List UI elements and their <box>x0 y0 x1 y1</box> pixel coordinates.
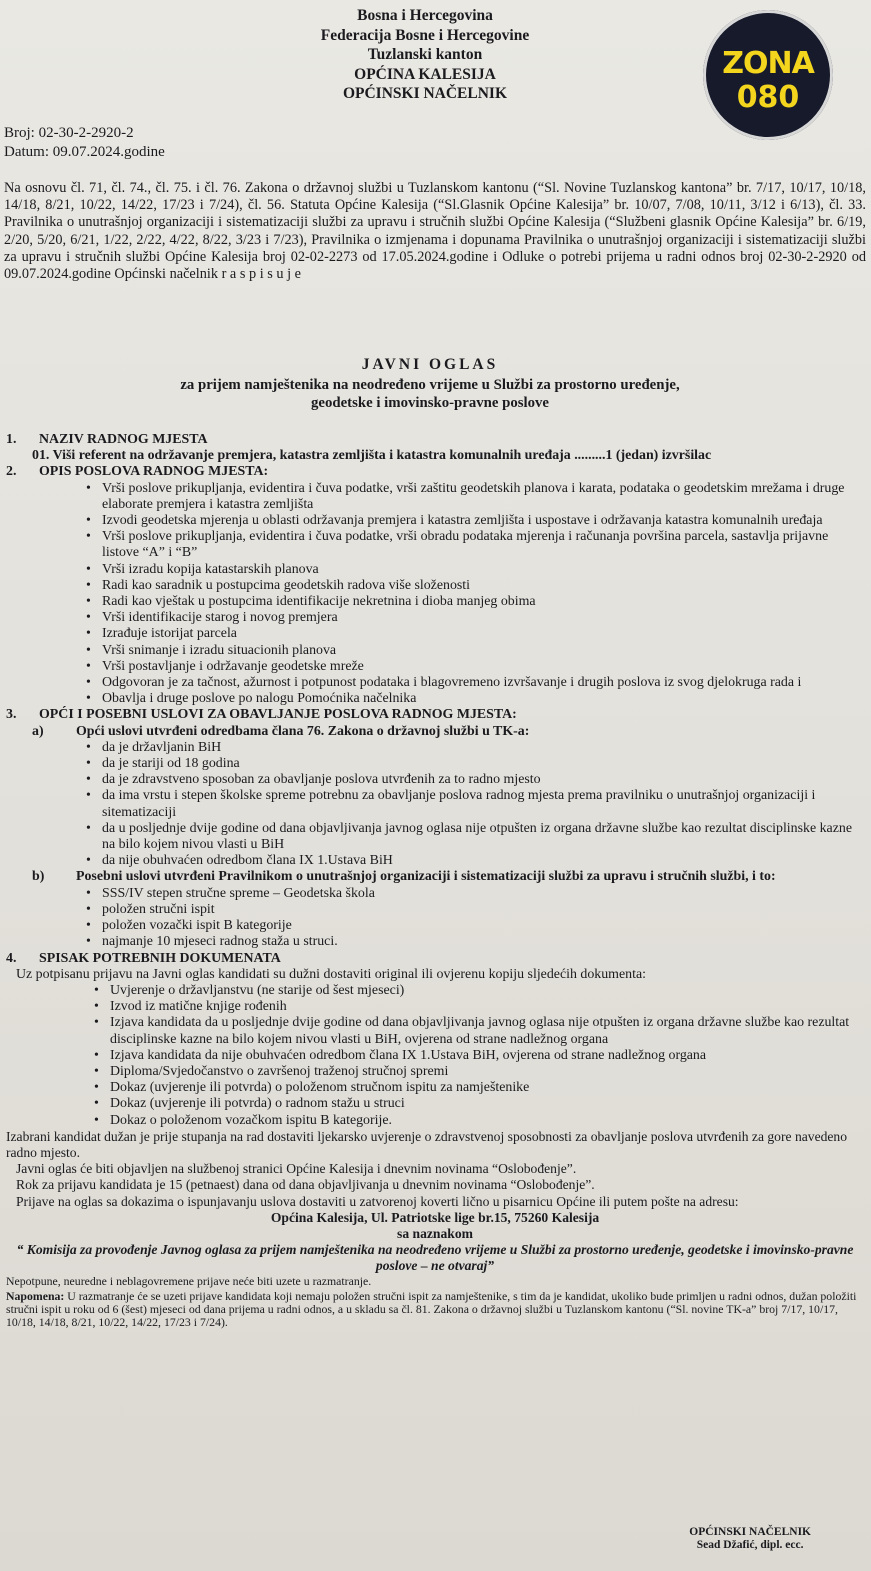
list-item: • Izvodi geodetska mjerenja u oblasti održavanja premjera i katastra zemljišta i uspostave i održavanja katastra komunalnih uređaja <box>102 513 864 529</box>
list-item: • Diploma/Svjedočanstvo o završenoj traženoj stručnoj spremi <box>110 1064 864 1080</box>
list-item: • Vrši identifikacije starog i novog premjera <box>102 610 864 626</box>
header-canton: Tuzlanski kanton <box>367 46 483 63</box>
section-number: 2. <box>6 464 17 480</box>
list-item: • Izvod iz matične knjige rođenih <box>110 999 864 1015</box>
section-number: 4. <box>6 950 17 966</box>
header-federation: Federacija Bosne i Hercegovine <box>320 26 530 44</box>
closing-medical: Izabrani kandidat dužan je prije stupanja na rad dostaviti ljekarsko uvjerenje o zdravstvenoj sposobnosti za obavljanje poslova utvrđenih za gore navedeno radno mjesto. <box>6 1128 848 1160</box>
list-item: • da u posljednje dvije godine od dana objavljivanja javnog oglasa nije otpušten iz organa državne službe kao rezultat disciplinske kazne na bilo kojem nivou vlasti u BiH <box>102 821 864 853</box>
list-item: • Obavlja i druge poslove po nalogu Pomoćnika načelnika <box>102 691 864 707</box>
list-item: • Uvjerenje o državljanstvu (ne starije od šest mjeseci) <box>110 983 864 999</box>
list-item: • da je stariji od 18 godina <box>102 756 864 772</box>
closing-deadline: Rok za prijavu kandidata je 15 (petnaest) dana od dana objavljivanja u dnevnim novinama “Oslobođenje”. <box>16 1177 595 1193</box>
signature-name: Sead Džafić, dipl. ecc. <box>696 1539 804 1551</box>
document-body <box>6 432 864 1329</box>
reference-block <box>4 124 165 162</box>
list-item: • najmanje 10 mjeseci radnog staža u struci. <box>102 934 864 950</box>
section-title: OPIS POSLOVA RADNOG MJESTA: <box>39 464 269 480</box>
subsection-title: Opći uslovi utvrđeni odredbama člana 76. Zakona o državnoj službi u TK-a: <box>76 723 530 739</box>
list-item: • Izjava kandidata da nije obuhvaćen odredbom člana IX 1.Ustava BiH, ovjerena od strane nadležnog organa <box>110 1048 864 1064</box>
required-documents-list <box>6 983 864 1129</box>
section-3-heading <box>6 707 864 723</box>
napomena-text: U razmatranje će se uzeti prijave kandidata koji nemaju položen stručni ispit za namještenike, s tim da je kandidat, ukoliko bude primljen u radni odnos, dužan položiti stručni ispit u roku od 6 (šest) mjeseci od dana prijema u radni odnos, a u skladu sa čl. 81. Zakona o državnoj službi u Tuzlanskom kantonu (“Sl. novine TK-a” broj 7/17, 10/17, 10/18, 14/18, 8/21, 10/22, 14/22, 17/23 i 7/24). <box>6 1289 857 1330</box>
section-number: 1. <box>6 432 17 447</box>
subsection-b-heading <box>6 869 864 885</box>
logo-line-1: ZONA <box>722 46 814 81</box>
incomplete-notice: Nepotpune, neuredne i neblagovremene prijave neće biti uzete u razmatranje. <box>6 1274 372 1289</box>
section-4-heading <box>6 951 864 967</box>
job-duties-list <box>6 481 864 708</box>
title-sub-2: geodetske i imovinsko-pravne poslove <box>311 395 549 411</box>
list-item: • Dokaz o položenom vozačkom ispitu B kategorije. <box>110 1113 864 1129</box>
list-item: • Dokaz (uvjerenje ili potvrda) o radnom stažu u struci <box>110 1096 864 1112</box>
section-title: SPISAK POTREBNIH DOKUMENATA <box>39 950 281 966</box>
napomena-note <box>6 1290 864 1329</box>
closing-publication: Javni oglas će biti objavljen na službenoj stranici Općine Kalesija i dnevnim novinama “Oslobođenje”. <box>16 1161 577 1177</box>
zona080-logo <box>703 10 833 140</box>
header-country: Bosna i Hercegovina <box>357 7 493 24</box>
list-item: • da je zdravstveno sposoban za obavljanje poslova utvrđenih za to radno mjesto <box>102 772 864 788</box>
subsection-letter: b) <box>32 869 45 885</box>
logo-line-2: 080 <box>736 80 800 115</box>
list-item: • SSS/IV stepen stručne spreme – Geodetska škola <box>102 886 864 902</box>
subsection-letter: a) <box>32 723 44 739</box>
title-sub-1: za prijem namještenika na neodređeno vrijeme u Službi za prostorno uređenje, <box>180 377 680 393</box>
title-main: JAVNI OGLAS <box>361 356 499 373</box>
signature-title: OPĆINSKI NAČELNIK <box>689 1526 811 1538</box>
list-item: • Odgovoran je za tačnost, ažurnost i potpunost podataka i blagovremeno izvršavanje i drugih poslova iz svog djelokruga rada i <box>102 675 864 691</box>
list-item: • Vrši snimanje i izradu situacionih planova <box>102 643 864 659</box>
section-1-heading <box>6 432 864 448</box>
documents-lead: Uz potpisanu prijavu na Javni oglas kandidati su dužni dostaviti original ili ovjerenu kopiju sljedećih dokumenta: <box>16 966 646 982</box>
section-title: OPĆI I POSEBNI USLOVI ZA OBAVLJANJE POSLOVA RADNOG MJESTA: <box>39 707 517 723</box>
list-item: • položen vozački ispit B kategorije <box>102 918 864 934</box>
list-item: • Radi kao saradnik u postupcima geodetskih radova više složenosti <box>102 578 864 594</box>
special-conditions-list <box>6 886 864 951</box>
header-office: OPĆINSKI NAČELNIK <box>342 85 508 102</box>
list-item: • da ima vrstu i stepen školske spreme potrebnu za obavljanje poslova radnog mjesta prema pravilniku o unutrašnjoj organizaciji i sitematizaciji <box>102 788 864 820</box>
header-municipality: OPĆINA KALESIJA <box>354 65 496 83</box>
section-number: 3. <box>6 707 17 723</box>
list-item: • položen stručni ispit <box>102 902 864 918</box>
list-item: • Vrši poslove prikupljanja, evidentira i čuva podatke, vrši obradu podataka mjerenja i računanja površina parcela, sastavlja prijavne listove “A” i “B” <box>102 529 864 561</box>
intro-paragraph: Na osnovu čl. 71, čl. 74., čl. 75. i čl. 76. Zakona o državnoj službi u Tuzlanskom kantonu (“Sl. Novine Tuzlanskog kantona” br. 7/17, 10/17, 10/18, 14/18, 8/21, 10/22, 14/22, 17/23 i 7/24), čl. 56. Statuta Općine Kalesija (“Sl.Glasnik Općine Kalesija” br. 10/07, 7/08, 10/11, 3/12 i 6/13), čl. 33. Pravilnika o unutrašnjoj organizaciji i sistematizaciji službi za upravu i stručnih službi Općine Kalesija (“Službeni glasnik Općine Kalesija” br. 6/19, 2/20, 5/20, 6/21, 1/22, 2/22, 4/22, 8/22, 3/23 i 7/23), Pravilnika o izmjenama i dopunama Pravilnika o unutrašnjoj organizaciji i sistematizaciji službi za upravu i stručnih službi Općine Kalesija broj 02-02-2273 od 17.05.2024.godine i Odluke o potrebi prijema u radni odnos broj 02-30-2-2920 od 09.07.2024.godine Općinski načelnik r a s p i s u j e <box>4 180 866 283</box>
list-item: • Izjava kandidata da u posljednje dvije godine od dana objavljivanja javnog oglasa nije otpušten iz organa državne službe kao rezultat disciplinske kazne na bilo kojem nivou vlasti u BiH, ovjerena od strane nadležnog organa <box>110 1015 864 1047</box>
list-item: • Vrši poslove prikupljanja, evidentira i čuva podatke, vrši zaštitu geodetskih planova i karata, podataka o geodetskim mrežama i druge elaborate premjera i katastra zemljišta <box>102 481 864 513</box>
subsection-a-heading <box>6 724 864 740</box>
reference-date: Datum: 09.07.2024.godine <box>4 144 165 160</box>
signature-block <box>689 1526 811 1552</box>
list-item: • Vrši postavljanje i održavanje geodetske mreže <box>102 659 864 675</box>
list-item: • da nije obuhvaćen odredbom člana IX 1.Ustava BiH <box>102 853 864 869</box>
section-2-heading <box>6 464 864 480</box>
position-line: 01. Viši referent na održavanje premjera, katastra zemljišta i katastra komunalnih uređaja .........1 (jedan) izvršilac <box>32 448 712 464</box>
envelope-label: “ Komisija za provođenje Javnog oglasa za prijem namještenika na neodređeno vrijeme u Službi za prostorno uređenje, geodetske i imovinsko-pravne poslove – ne otvaraj” <box>16 1242 854 1273</box>
list-item: • Radi kao vještak u postupcima identifikacije nekretnina i dioba manjeg obima <box>102 594 864 610</box>
list-item: • Vrši izradu kopija katastarskih planova <box>102 562 864 578</box>
list-item: • da je državljanin BiH <box>102 740 864 756</box>
submission-address: Općina Kalesija, Ul. Patriotske lige br.15, 75260 Kalesija <box>270 1209 600 1225</box>
closing-block <box>6 1129 864 1329</box>
reference-number: Broj: 02-30-2-2920-2 <box>4 125 134 141</box>
section-title: NAZIV RADNOG MJESTA <box>39 432 208 447</box>
napomena-label: Napomena: <box>6 1289 65 1304</box>
subsection-title: Posebni uslovi utvrđeni Pravilnikom o unutrašnjoj organizaciji i sistematizaciji službi za upravu i stručnih službi, i to: <box>76 869 776 885</box>
announcement-title <box>120 356 740 412</box>
closing-submission: Prijave na oglas sa dokazima o ispunjavanju uslova dostaviti u zatvorenoj koverti lično u pisarnicu Općine ili putem pošte na adresu: <box>16 1193 739 1209</box>
list-item: • Dokaz (uvjerenje ili potvrda) o položenom stručnom ispitu za namještenike <box>110 1080 864 1096</box>
document-header <box>250 6 600 104</box>
general-conditions-list <box>6 740 864 870</box>
list-item: • Izrađuje istorijat parcela <box>102 626 864 642</box>
sa-naznakom: sa naznakom <box>397 1225 473 1241</box>
